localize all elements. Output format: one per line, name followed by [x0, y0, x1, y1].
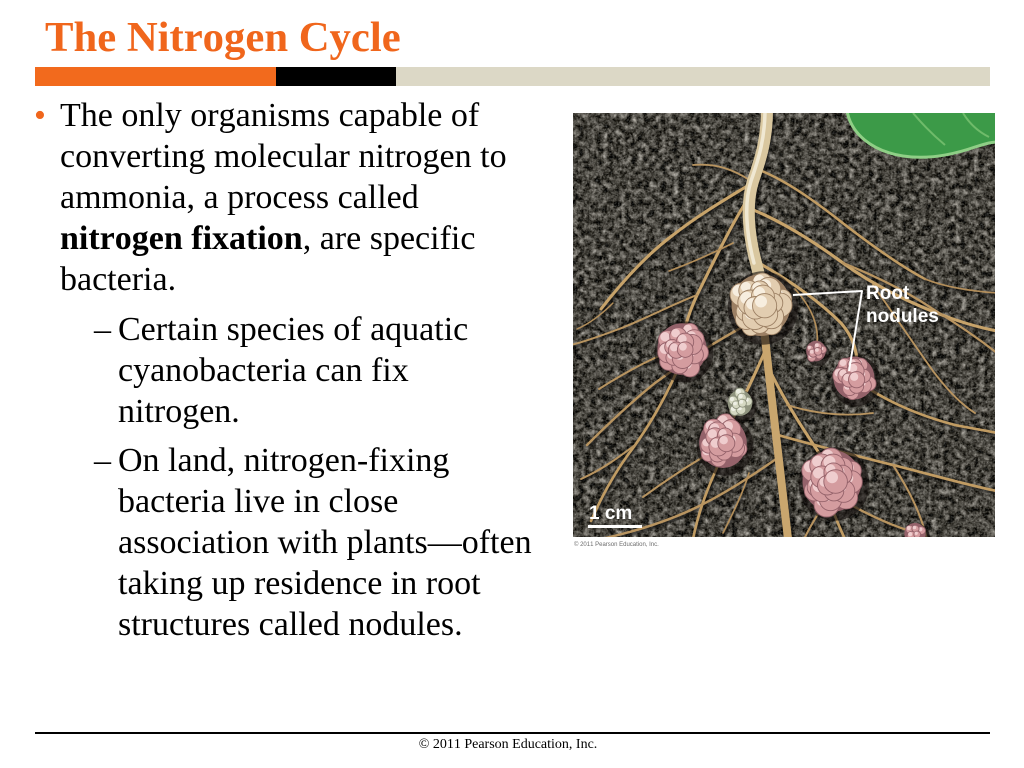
- nodule-lobe-highlight: [708, 429, 717, 438]
- bullet-line: bacteria.: [60, 261, 177, 298]
- photo-canvas: [573, 113, 995, 537]
- header-bar-orange: [35, 67, 276, 86]
- bullet-line-rest: , are specific: [302, 220, 476, 257]
- nodule-lobe-highlight: [810, 350, 814, 354]
- bold-term: nitrogen fixation: [60, 220, 303, 257]
- sub-bullet-line: cyanobacteria can fix: [118, 352, 409, 389]
- root-nodule: [655, 321, 714, 382]
- nodule-lobe-highlight: [915, 532, 918, 535]
- bullet-marker: •: [34, 97, 46, 134]
- footer-rule: [35, 732, 990, 734]
- sub-bullet-marker: –: [94, 442, 111, 479]
- sub-bullet-line: On land, nitrogen-fixing: [118, 442, 450, 479]
- nodule-lobe-highlight: [679, 343, 687, 351]
- bullet-text: [60, 95, 507, 300]
- nodule-lobe-highlight: [850, 373, 858, 381]
- sub-bullet-line: bacteria live in close: [118, 483, 399, 520]
- nodule-lobe-highlight: [738, 394, 742, 398]
- sub-bullet-marker: –: [94, 311, 111, 348]
- sub-bullet-line: structures called nodules.: [118, 606, 463, 643]
- bullet-line: converting molecular nitrogen to: [60, 138, 507, 175]
- nodule-lobe-highlight: [815, 348, 819, 352]
- sub-bullet-text: [118, 309, 468, 432]
- figure-label-line-1: Root: [866, 283, 910, 304]
- header-bar-beige: [396, 67, 990, 86]
- scale-bar: [588, 525, 642, 528]
- bullet-line: [60, 218, 507, 259]
- nodule-lobe-highlight: [670, 343, 678, 351]
- nodule-lobe-highlight: [660, 332, 669, 341]
- sub-bullet-line: nitrogen.: [118, 393, 240, 430]
- nodule-lobe-highlight: [907, 526, 911, 530]
- footer-copyright: © 2011 Pearson Education, Inc.: [418, 737, 598, 752]
- root-nodule: [799, 447, 870, 520]
- header-bar-black: [276, 67, 396, 86]
- root-nodules-photo: [573, 113, 995, 537]
- root-nodule: [832, 356, 881, 407]
- nodule-lobe-highlight: [733, 402, 737, 406]
- sub-bullet-line: taking up residence in root: [118, 565, 481, 602]
- nodule-lobe-highlight: [730, 397, 734, 401]
- photo-credit: © 2011 Pearson Education, Inc.: [574, 542, 659, 548]
- nodule-lobe-highlight: [908, 532, 912, 536]
- slide-title: The Nitrogen Cycle: [45, 14, 401, 61]
- nodule-lobe-highlight: [739, 400, 743, 404]
- sub-bullet-line: Certain species of aquatic: [118, 311, 469, 348]
- nodule-lobe-highlight: [755, 296, 767, 308]
- nodule-lobe-highlight: [826, 471, 838, 483]
- figure-label-line-2: nodules: [866, 306, 939, 327]
- nodule-lobe-highlight: [808, 346, 811, 349]
- nodule-lobe-highlight: [720, 436, 728, 444]
- bullet-line: The only organisms capable of: [60, 97, 480, 134]
- nodule-lobe-highlight: [840, 359, 847, 366]
- sub-bullet-line: association with plants—often: [118, 524, 532, 561]
- scale-bar-label: 1 cm: [589, 503, 633, 524]
- bullet-line: ammonia, a process called: [60, 179, 419, 216]
- sub-bullet-text: [118, 440, 532, 645]
- nodule-lobe-highlight: [815, 343, 819, 347]
- nodule-lobe-highlight: [913, 526, 917, 530]
- root-nodule: [728, 271, 799, 344]
